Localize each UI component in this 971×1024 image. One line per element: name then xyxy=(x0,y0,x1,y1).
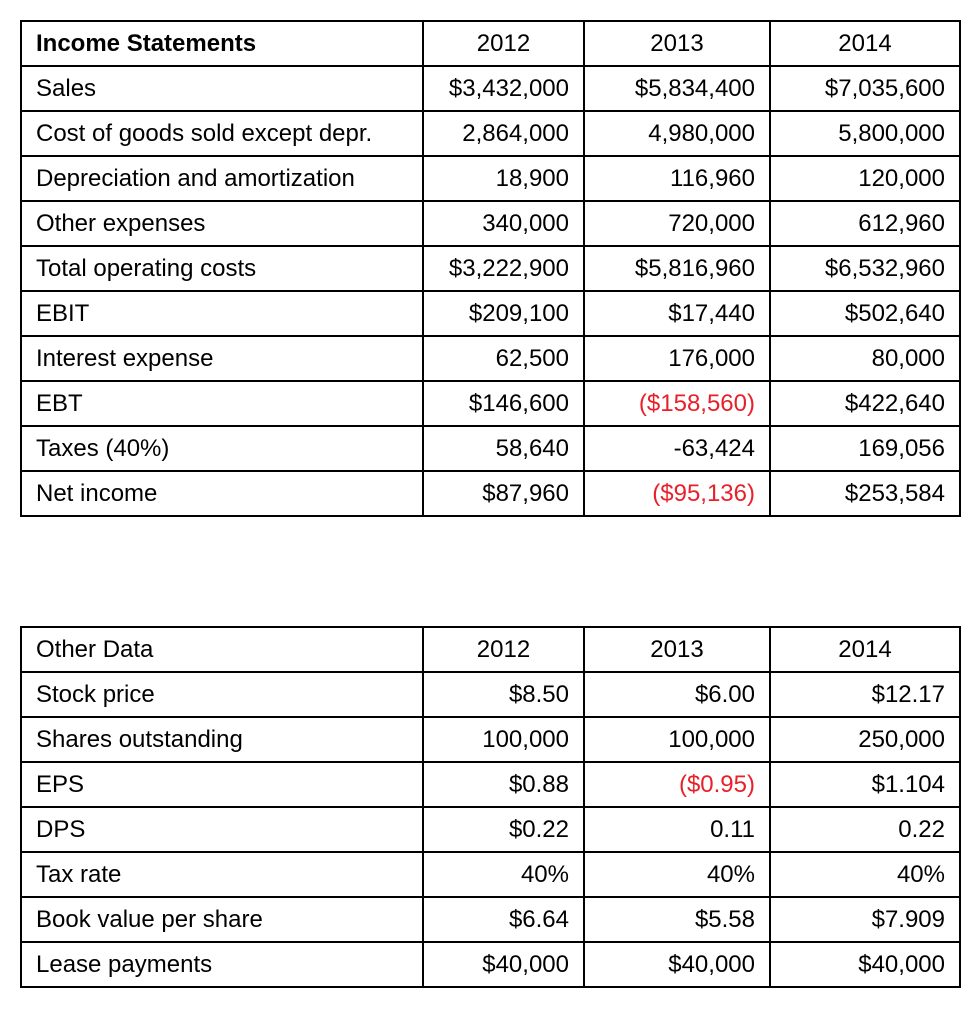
value-cell: $87,960 xyxy=(423,471,584,516)
row-label: Depreciation and amortization xyxy=(21,156,423,201)
row-label: Net income xyxy=(21,471,423,516)
row-label: EBT xyxy=(21,381,423,426)
row-label: Book value per share xyxy=(21,897,423,942)
year-header: 2013 xyxy=(584,627,770,672)
value-cell: 0.22 xyxy=(770,807,960,852)
table-row xyxy=(21,807,960,852)
value-cell: ($0.95) xyxy=(584,762,770,807)
value-cell: $17,440 xyxy=(584,291,770,336)
table-row xyxy=(21,246,960,291)
value-cell: $502,640 xyxy=(770,291,960,336)
row-label: Other expenses xyxy=(21,201,423,246)
row-label: EPS xyxy=(21,762,423,807)
value-cell: 58,640 xyxy=(423,426,584,471)
value-cell: $40,000 xyxy=(584,942,770,987)
value-cell: 40% xyxy=(584,852,770,897)
value-cell: 116,960 xyxy=(584,156,770,201)
value-cell: 40% xyxy=(770,852,960,897)
value-cell: $5.58 xyxy=(584,897,770,942)
value-cell: 80,000 xyxy=(770,336,960,381)
value-cell: $12.17 xyxy=(770,672,960,717)
value-cell: $40,000 xyxy=(770,942,960,987)
value-cell: 100,000 xyxy=(584,717,770,762)
value-cell: $5,816,960 xyxy=(584,246,770,291)
value-cell: $422,640 xyxy=(770,381,960,426)
value-cell: $3,222,900 xyxy=(423,246,584,291)
value-cell: $0.88 xyxy=(423,762,584,807)
table-row xyxy=(21,942,960,987)
value-cell: 720,000 xyxy=(584,201,770,246)
value-cell: 18,900 xyxy=(423,156,584,201)
table-row xyxy=(21,897,960,942)
value-cell: $209,100 xyxy=(423,291,584,336)
table-header-row xyxy=(21,627,960,672)
other-data-body xyxy=(21,627,960,987)
row-label: Sales xyxy=(21,66,423,111)
table-row xyxy=(21,201,960,246)
value-cell: $6.64 xyxy=(423,897,584,942)
year-header: 2012 xyxy=(423,21,584,66)
value-cell: $253,584 xyxy=(770,471,960,516)
table-row xyxy=(21,762,960,807)
row-label: Taxes (40%) xyxy=(21,426,423,471)
row-label: Total operating costs xyxy=(21,246,423,291)
row-label: Stock price xyxy=(21,672,423,717)
value-cell: 40% xyxy=(423,852,584,897)
table-row xyxy=(21,471,960,516)
table-title: Income Statements xyxy=(21,21,423,66)
row-label: Tax rate xyxy=(21,852,423,897)
other-data-table xyxy=(20,626,961,988)
row-label: Shares outstanding xyxy=(21,717,423,762)
value-cell: $7,035,600 xyxy=(770,66,960,111)
table-row xyxy=(21,111,960,156)
value-cell: $146,600 xyxy=(423,381,584,426)
value-cell: -63,424 xyxy=(584,426,770,471)
row-label: Cost of goods sold except depr. xyxy=(21,111,423,156)
row-label: EBIT xyxy=(21,291,423,336)
value-cell: $40,000 xyxy=(423,942,584,987)
value-cell: 0.11 xyxy=(584,807,770,852)
value-cell: $6.00 xyxy=(584,672,770,717)
value-cell: 340,000 xyxy=(423,201,584,246)
table-row xyxy=(21,291,960,336)
year-header: 2014 xyxy=(770,627,960,672)
value-cell: 250,000 xyxy=(770,717,960,762)
table-row xyxy=(21,672,960,717)
value-cell: $0.22 xyxy=(423,807,584,852)
value-cell: 4,980,000 xyxy=(584,111,770,156)
value-cell: ($158,560) xyxy=(584,381,770,426)
value-cell: ($95,136) xyxy=(584,471,770,516)
value-cell: 62,500 xyxy=(423,336,584,381)
value-cell: $5,834,400 xyxy=(584,66,770,111)
value-cell: 169,056 xyxy=(770,426,960,471)
table-row xyxy=(21,717,960,762)
year-header: 2012 xyxy=(423,627,584,672)
value-cell: $7.909 xyxy=(770,897,960,942)
row-label: Lease payments xyxy=(21,942,423,987)
value-cell: 2,864,000 xyxy=(423,111,584,156)
value-cell: 120,000 xyxy=(770,156,960,201)
income-statement-table xyxy=(20,20,961,517)
value-cell: 176,000 xyxy=(584,336,770,381)
year-header: 2014 xyxy=(770,21,960,66)
table-row xyxy=(21,66,960,111)
table-title: Other Data xyxy=(21,627,423,672)
value-cell: $3,432,000 xyxy=(423,66,584,111)
table-row xyxy=(21,426,960,471)
value-cell: 612,960 xyxy=(770,201,960,246)
table-row xyxy=(21,156,960,201)
value-cell: $1.104 xyxy=(770,762,960,807)
row-label: Interest expense xyxy=(21,336,423,381)
table-row xyxy=(21,852,960,897)
table-header-row xyxy=(21,21,960,66)
value-cell: 100,000 xyxy=(423,717,584,762)
value-cell: 5,800,000 xyxy=(770,111,960,156)
value-cell: $6,532,960 xyxy=(770,246,960,291)
income-statement-body xyxy=(21,21,960,516)
table-row xyxy=(21,336,960,381)
value-cell: $8.50 xyxy=(423,672,584,717)
table-row xyxy=(21,381,960,426)
year-header: 2013 xyxy=(584,21,770,66)
row-label: DPS xyxy=(21,807,423,852)
